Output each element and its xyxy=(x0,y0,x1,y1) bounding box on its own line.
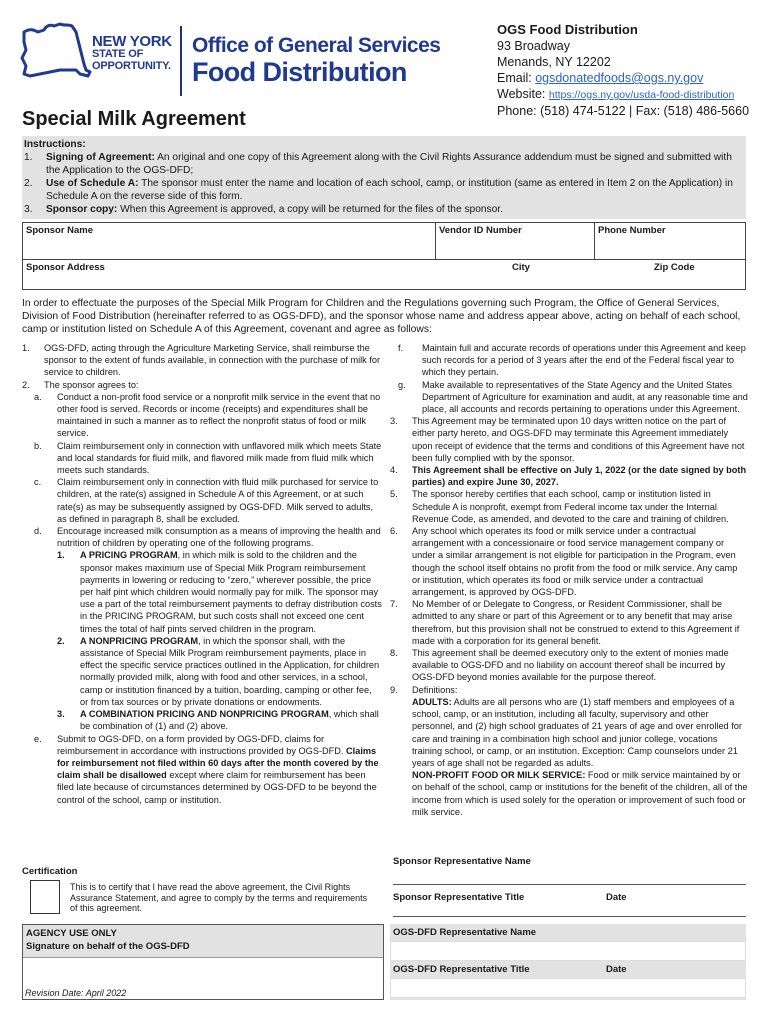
clause-2d: d. Encourage increased milk consumption as a means of improving the health and nutrition of children by operating one of the following programs. xyxy=(34,526,381,549)
dfd-rep-name-label: OGS-DFD Representative Name xyxy=(393,927,537,938)
sponsor-date-label: Date xyxy=(606,892,627,903)
dfd-rep-title-label: OGS-DFD Representative Title xyxy=(393,964,530,975)
clause-8: 8. This agreement shall be deemed executory only to the extent of monies made available to OGS-DFD and no liability on account thereof shall be incurred by OGS-DFD beyond monies available for the purpose thereof. xyxy=(390,648,729,683)
contact-block xyxy=(497,22,765,119)
certification-heading: Certification xyxy=(22,866,78,877)
clause-9: 9. Definitions: xyxy=(390,684,458,695)
agreement-left-column xyxy=(22,342,382,806)
new-york-state-map-icon xyxy=(20,22,92,84)
clause-6: 6. Any school which operates its food or milk service under a contractual arrangement with a concessionaire or food service management company or under a similar arrangement is not eligible for participation in the Program, even though the school itself obtains no profit from the food or milk service. Any camp or institution, which operates its food or milk service under a contractual arrangement, is approved by OGS-DFD. xyxy=(390,526,738,598)
contact-phone: Phone: (518) 474-5122 | Fax: (518) 486-5660 xyxy=(497,104,750,118)
zip-code-field[interactable]: Zip Code xyxy=(654,262,695,273)
clause-2d-1: 1. A PRICING PROGRAM, in which milk is sold to the children and the sponsor makes maximum use of Special Milk Program reimbursement payments in lowering or reducing to “zero,” wherever possible, the price per half pint which children would normally pay for milk. The sponsor may use a part of the total reimbursement payments to defray distribution costs in the PRICING PROGRAM, but such costs shall not exceed one cent times the total of half pints served children in the program. xyxy=(57,550,382,634)
website-link[interactable]: https://ogs.ny.gov/usda-food-distribution xyxy=(548,89,735,101)
sponsor-rep-title-label: Sponsor Representative Title xyxy=(393,892,525,903)
ny-line3: OPPORTUNITY. xyxy=(92,60,171,72)
instruction-item: 3. Sponsor copy: When this Agreement is approved, a copy will be returned for the files of the sponsor. xyxy=(24,204,503,215)
contact-city: Menands, NY 12202 xyxy=(497,55,611,69)
dfd-rep-title-field[interactable] xyxy=(390,978,746,998)
definition-nonprofit: NON-PROFIT FOOD OR MILK SERVICE: Food or milk service maintained by or on behalf of the school, camp or institutions for the benefit of the children, all of the income from which is used solely for the operation or improvement of such food or milk service. xyxy=(412,770,748,817)
sponsor-address-field[interactable]: Sponsor Address xyxy=(26,262,105,273)
clause-3: 3. This Agreement may be terminated upon 10 days written notice on the part of either party hereto, and OGS-DFD may terminate this Agreement immediately upon receipt of evidence that the terms and conditions of this Agreement have not been fully complied with by the sponsor. xyxy=(390,416,745,463)
office-title: Office of General Services xyxy=(192,34,441,57)
page-title: Special Milk Agreement xyxy=(22,108,246,130)
instruction-item: 2. Use of Schedule A: The sponsor must enter the name and location of each school, camp, or institution (same as entered in Item 2 on the Application) in Schedule A on the reverse side of this form. xyxy=(24,178,733,202)
sponsor-name-field[interactable]: Sponsor Name xyxy=(26,225,94,236)
sponsor-rep-name-line[interactable] xyxy=(393,884,746,885)
clause-2e: e. Submit to OGS-DFD, on a form provided by OGS-DFD, claims for reimbursement in accordance with instructions provided by OGS-DFD. Claims for reimbursement not filed within 60 days after the month covered by the claim shall be disallowed except where claim for reimbursement has been filed late because of circumstances determined by OGS-DFD to be beyond the control of the school, camp or institution. xyxy=(34,733,379,805)
clause-2b: b. Claim reimbursement only in connection with unflavored milk which meets State and local standards for fluid milk, and flavored milk made from fluid milk which meets such standards. xyxy=(34,440,382,476)
clause-2a: a. Conduct a non-profit food service or a nonprofit milk service in the event that no other food is served. Records or income (receipts) and expenditures shall be maintained in such a manner as to reflect the nonprofit status of food or milk service. xyxy=(34,391,381,439)
clause-1: 1. OGS-DFD, acting through the Agriculture Marketing Service, shall reimburse the sponsor to the extent of funds available, in connection with the purchase of milk for service to children. xyxy=(22,343,381,378)
agreement-right-column xyxy=(390,342,748,818)
clause-2d-3: 3. A COMBINATION PRICING AND NONPRICING PROGRAM, which shall be combination of (1) and (2) above. xyxy=(57,709,379,732)
ny-state-logo xyxy=(20,22,470,100)
clause-2d-2: 2. A NONPRICING PROGRAM, in which the sponsor shall, with the assistance of Special Milk Program reimbursement payments, place in effect the specific service practices outlined in the Application, for children normally provided milk, along with food and other services, in a school, camp or institution financed by a tuition, boarding, camping or other fee, or from tax sources or by private donations or endowments. xyxy=(57,635,380,707)
contact-website-row xyxy=(497,86,765,103)
revision-date: Revision Date: April 2022 xyxy=(25,988,127,998)
agency-signature-field[interactable] xyxy=(23,957,383,983)
email-link[interactable]: ogsdonatedfoods@ogs.ny.gov xyxy=(535,71,704,85)
sponsor-rep-title-line[interactable] xyxy=(393,916,746,917)
vendor-id-field[interactable]: Vendor ID Number xyxy=(439,225,522,236)
contact-email-row xyxy=(497,70,765,86)
sponsor-rep-name-label: Sponsor Representative Name xyxy=(393,856,531,867)
clause-2f: f. Maintain full and accurate records of operations under this Agreement and keep such records for a period of 3 years after the end of the Federal fiscal year to which they pertain. xyxy=(398,343,746,378)
ogs-dfd-representative-box xyxy=(390,924,746,1000)
definition-adults: ADULTS: Adults are all persons who are (1) staff members and employees of a school, camp, or an institution, including all faculty, supervisory and other personnel, and (2) high school graduates of 21 years of age and over enrolled for care and training in a combination high school and junior college, vocations training school, or camp, or an institution. Exception: Camp counselors under 21 years of age shall not be regarded as adults. xyxy=(412,696,742,768)
clause-2g: g. Make available to representatives of the State Agency and the United States Department of Agriculture for examination and audit, at any reasonable time and place, all accounts and records pertaining to operations under this Agreement. xyxy=(398,379,748,415)
phone-number-field[interactable]: Phone Number xyxy=(598,225,666,236)
certification-text: This is to certify that I have read the above agreement, the Civil Rights Assurance Statement, and agree to comply by the terms and requirements of this agreement. xyxy=(70,882,368,913)
clause-5: 5. The sponsor hereby certifies that each school, camp or institution listed in Schedule A is nonprofit, exempt from Federal income tax under the Internal Revenue Code, as amended, and devoted to the care and training of children. xyxy=(390,489,729,524)
instructions-heading: Instructions: xyxy=(24,139,86,150)
clause-4: 4. This Agreement shall be effective on July 1, 2022 (or the date signed by both parties) and expire June 30, 2027. xyxy=(390,465,747,488)
instruction-item: 1. Signing of Agreement: An original and one copy of this Agreement along with the Civil Rights Assurance addendum must be signed and submitted with the Application to the OGS-DFD; xyxy=(24,152,732,176)
city-field[interactable]: City xyxy=(512,262,530,273)
contact-org: OGS Food Distribution xyxy=(497,22,638,37)
instructions-panel xyxy=(22,136,746,219)
agreement-intro: In order to effectuate the purposes of the Special Milk Program for Children and the Regulations governing such Program, the Office of General Services, Division of Food Distribution (hereinafter referred to as OGS-DFD), and the sponsor whose name and address appear above, acting on behalf of each school, camp or institution listed on Schedule A of this Agreement, covenant and agree as follows: xyxy=(22,298,741,335)
ny-line2: STATE OF xyxy=(92,48,144,60)
logo-divider xyxy=(180,26,182,96)
clause-2c: c. Claim reimbursement only in connection with fluid milk purchased for service to children, at the rate(s) assigned in Schedule A of this Agreement, or at such rate(s) as may be subsequently assigned by OGS-DFD. Milk served to adults, as defined in paragraph 8, shall be excluded. xyxy=(34,477,379,524)
ny-wordmark xyxy=(92,33,172,72)
sponsor-info-table xyxy=(22,222,746,290)
division-title: Food Distribution xyxy=(192,57,407,87)
website-label: Website: xyxy=(497,87,549,101)
clause-7: 7. No Member of or Delegate to Congress, or Resident Commissioner, shall be admitted to any share or part of this Agreement or to any benefit that may arise therefrom, but this provision shall not be construed to extend to this Agreement if made with a corporation for its general benefit. xyxy=(390,599,740,646)
certification-checkbox[interactable] xyxy=(30,880,60,914)
clause-2: 2. The sponsor agrees to: xyxy=(22,379,139,390)
dfd-rep-name-field[interactable] xyxy=(390,941,746,961)
agency-use-label: AGENCY USE ONLY xyxy=(26,928,117,939)
contact-street: 93 Broadway xyxy=(497,39,570,53)
ny-line1: NEW YORK xyxy=(92,33,172,50)
email-label: Email: xyxy=(497,71,536,85)
dfd-date-label: Date xyxy=(606,964,627,975)
agency-signature-label: Signature on behalf of the OGS-DFD xyxy=(26,941,190,952)
